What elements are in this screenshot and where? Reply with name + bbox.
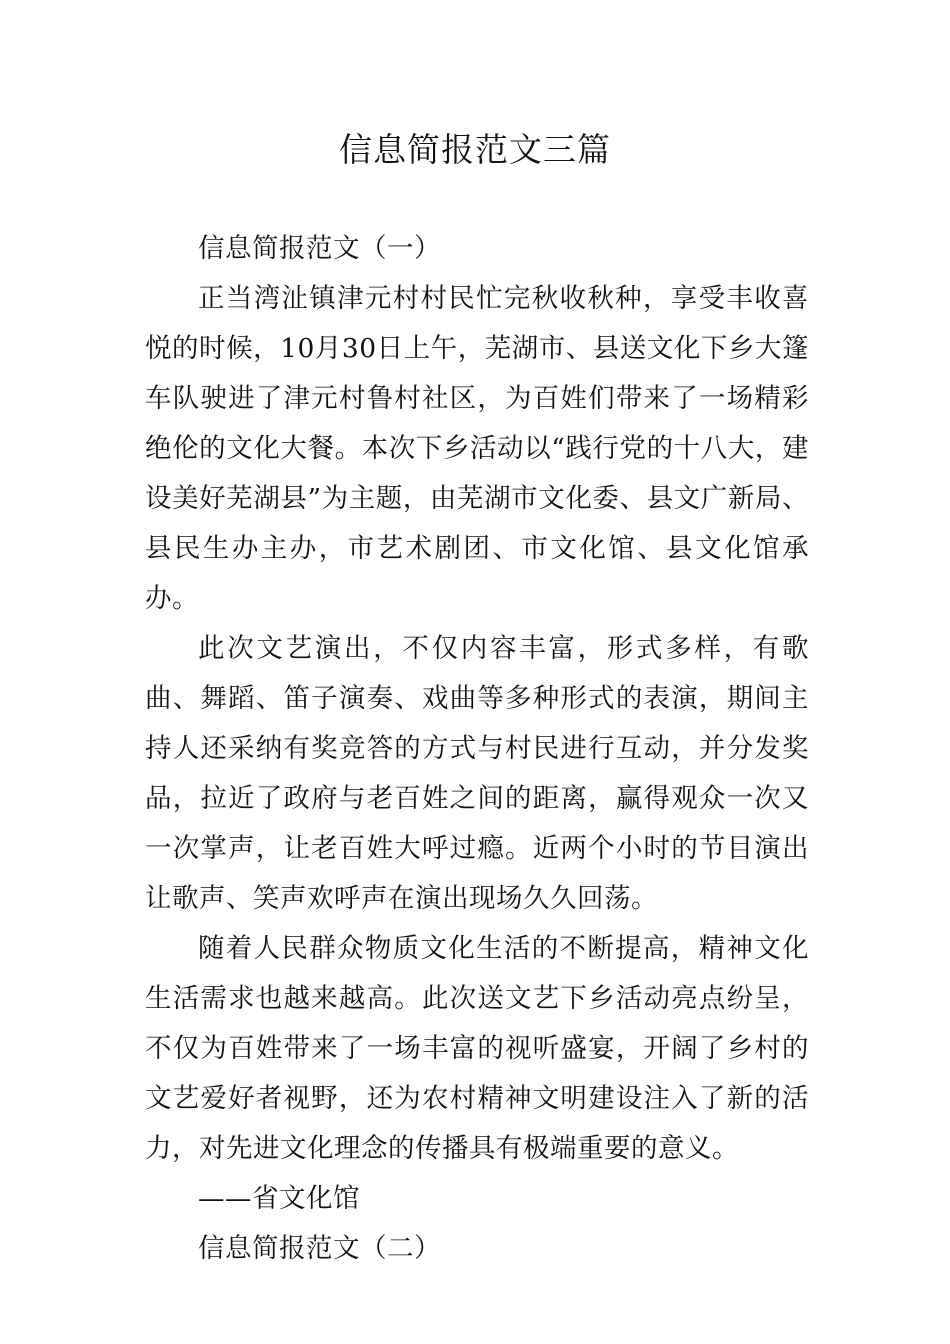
paragraph-signature: ——省文化馆	[198, 1183, 360, 1214]
paragraph-performance: 此次文艺演出，不仅内容丰富，形式多样，有歌曲、舞蹈、笛子演奏、戏曲等多种形式的表演，期间主持人还采纳有奖竞答的方式与村民进行互动，并分发奖品，拉近了政府与老百姓之间的距离，赢得观众一次又一次掌声，让老百姓大呼过瘾。近两个小时的节目演出让歌声、笑声欢呼声在演出现场久久回荡。	[145, 633, 809, 914]
section-heading-one: 信息简报范文（一）	[198, 233, 441, 264]
paragraph-significance: 随着人民群众物质文化生活的不断提高，精神文化生活需求也越来越高。此次送文艺下乡活动亮点纷呈，不仅为百姓带来了一场丰富的视听盛宴，开阔了乡村的文艺爱好者视野，还为农村精神文明建设注入了新的活力，对先进文化理念的传播具有极端重要的意义。	[145, 933, 809, 1164]
paragraph-event-intro: 正当湾沚镇津元村村民忙完秋收秋种，享受丰收喜悦的时候，10月30日上午，芜湖市、县送文化下乡大篷车队驶进了津元村鲁村社区，为百姓们带来了一场精彩绝伦的文化大餐。本次下乡活动以“践行党的十八大，建设美好芜湖县”为主题，由芜湖市文化委、县文广新局、县民生办主办，市艺术剧团、市文化馆、县文化馆承办。	[145, 283, 809, 614]
document-body	[145, 224, 809, 1274]
document-title: 信息简报范文三篇	[339, 130, 611, 169]
section-heading-two: 信息简报范文（二）	[198, 1233, 441, 1264]
